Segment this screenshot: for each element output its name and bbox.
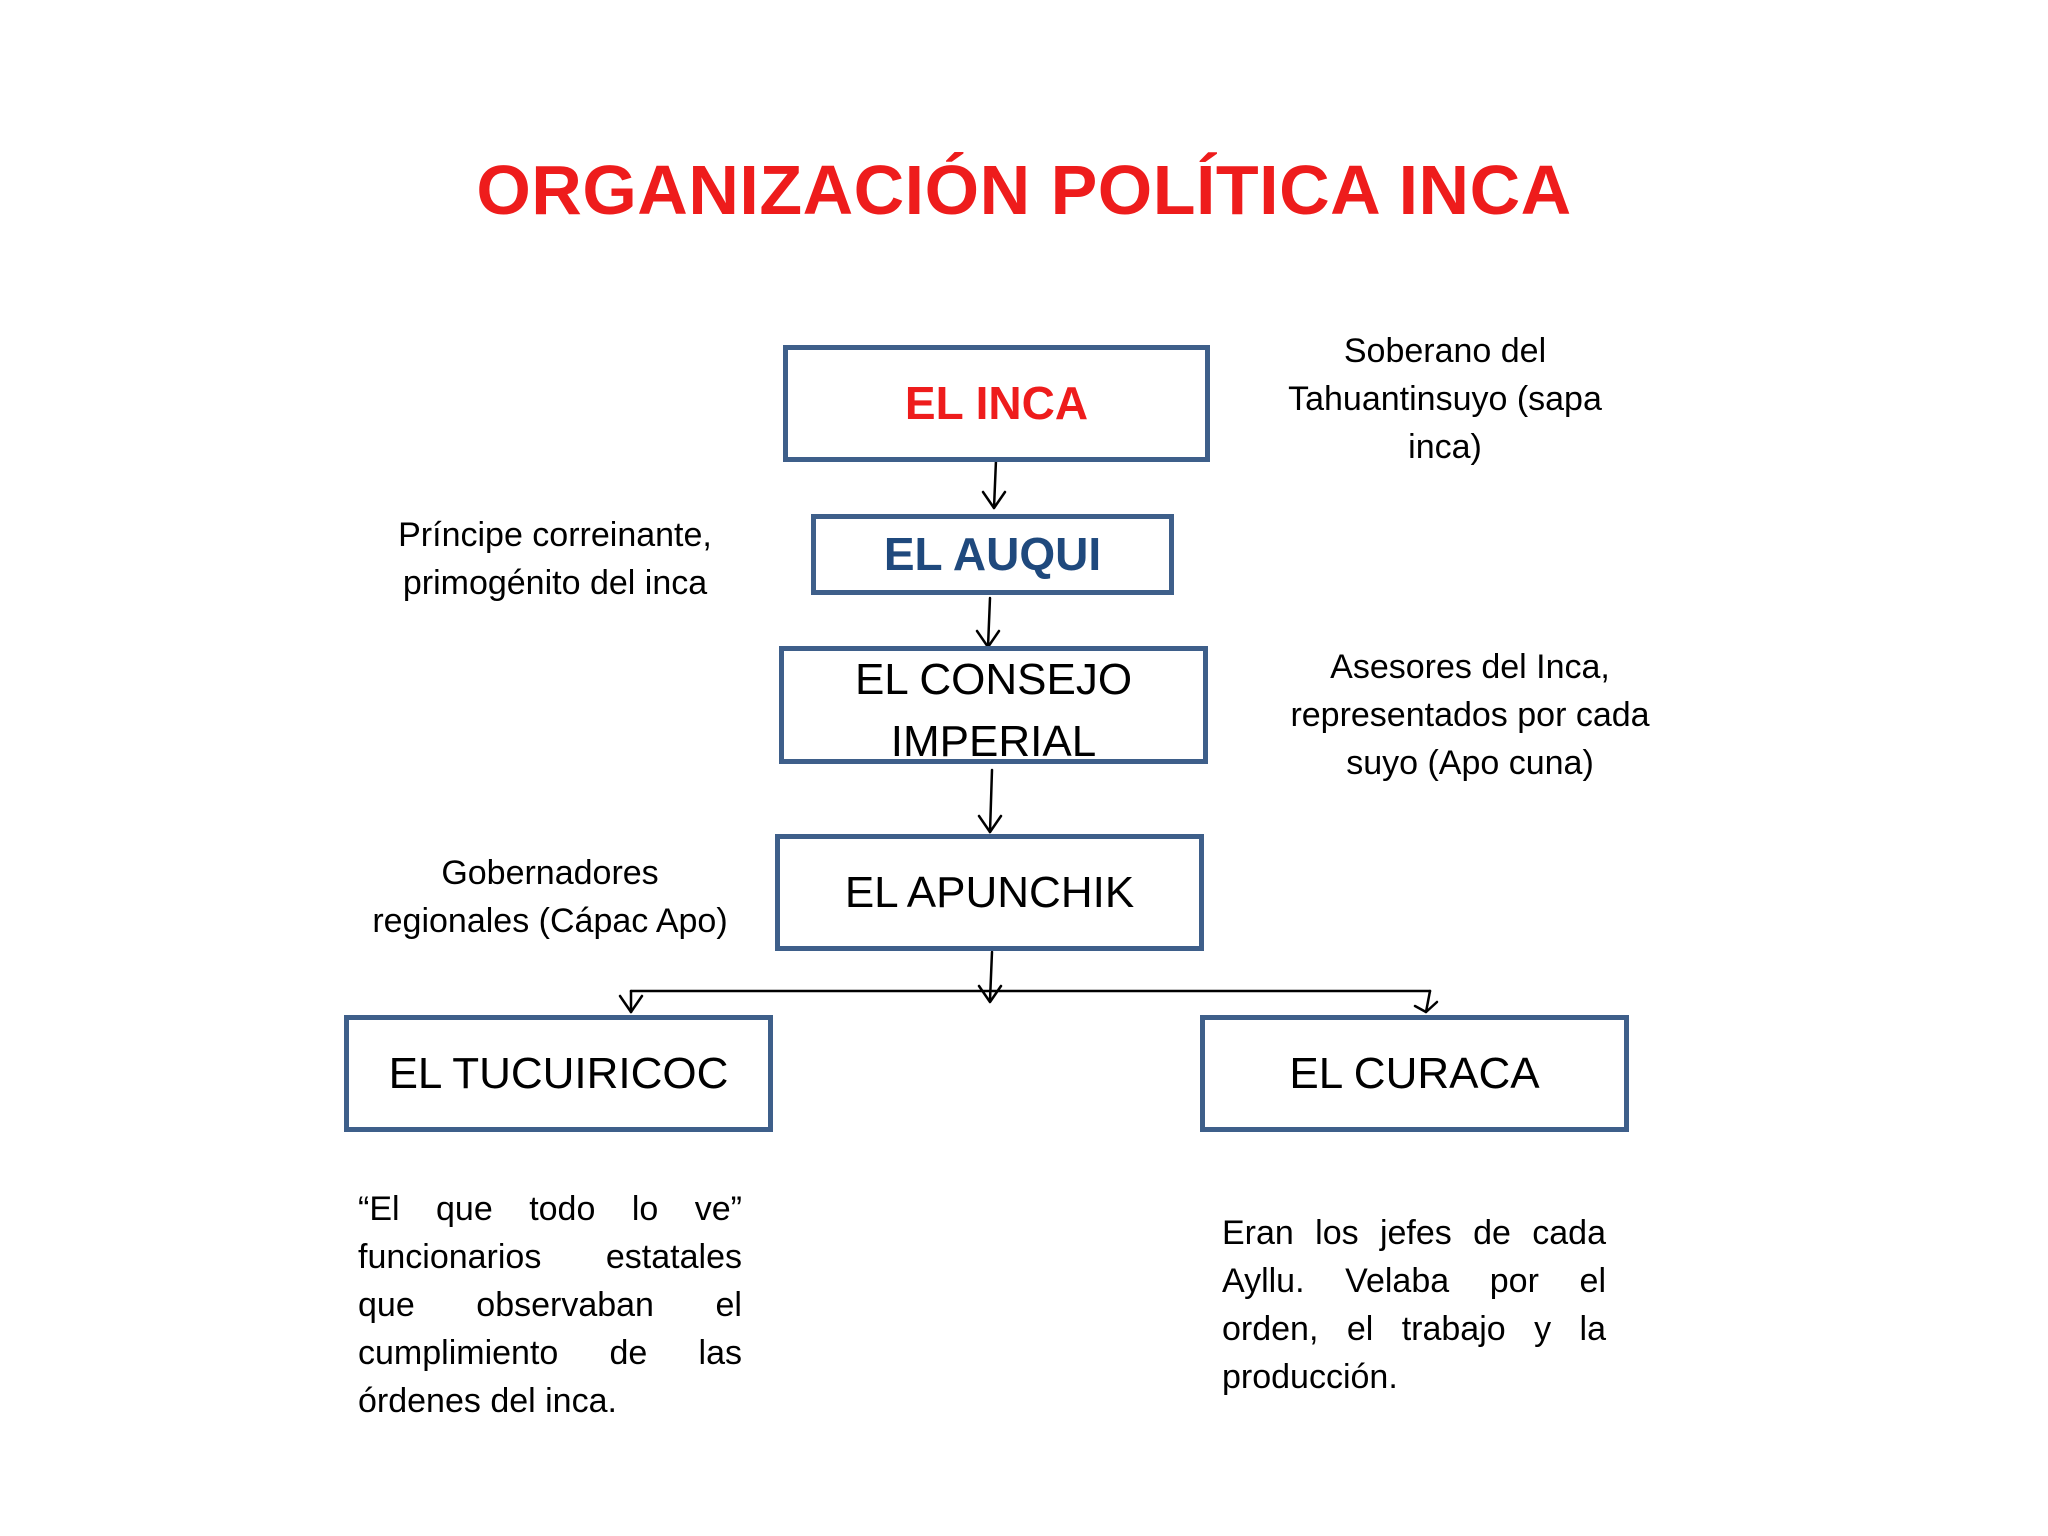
node-el-tucuiricoc-label: EL TUCUIRICOC	[388, 1048, 729, 1098]
note-apunchik-description: Gobernadores regionales (Cápac Apo)	[372, 854, 728, 940]
note-inca-description: Soberano del Tahuantinsuyo (sapa inca)	[1288, 332, 1602, 466]
node-el-consejo-imperial	[779, 646, 1208, 764]
connector-auqui-consejo	[988, 598, 990, 647]
node-el-curaca-label: EL CURACA	[1289, 1048, 1540, 1098]
node-el-consejo-imperial-label: EL CONSEJO IMPERIAL	[854, 655, 1133, 766]
note-curaca-description: Eran los jefes de cada Ayllu. Velaba por el orden, el trabajo y la producción.	[1222, 1214, 1606, 1396]
node-el-apunchik-label: EL APUNCHIK	[844, 867, 1135, 917]
node-el-inca	[783, 345, 1210, 462]
node-el-auqui	[811, 514, 1174, 595]
page-title: ORGANIZACIÓN POLÍTICA INCA	[476, 151, 1572, 229]
note-consejo-description: Asesores del Inca, representados por cada suyo (Apo cuna)	[1290, 648, 1650, 782]
note-auqui-description: Príncipe correinante, primogénito del inca	[398, 516, 712, 602]
connector-inca-auqui	[994, 460, 996, 508]
node-el-curaca	[1200, 1015, 1629, 1132]
node-el-inca-label: EL INCA	[904, 377, 1089, 430]
connector-apunchik-bus	[990, 952, 992, 1000]
node-el-auqui-label: EL AUQUI	[883, 528, 1102, 581]
node-el-apunchik	[775, 834, 1204, 951]
node-el-tucuiricoc	[344, 1015, 773, 1132]
note-tucuiricoc-description: “El que todo lo ve” funcionarios estatales que observaban el cumplimiento de las órdenes del inca.	[358, 1190, 742, 1420]
connector-consejo-apunchik	[990, 770, 992, 832]
